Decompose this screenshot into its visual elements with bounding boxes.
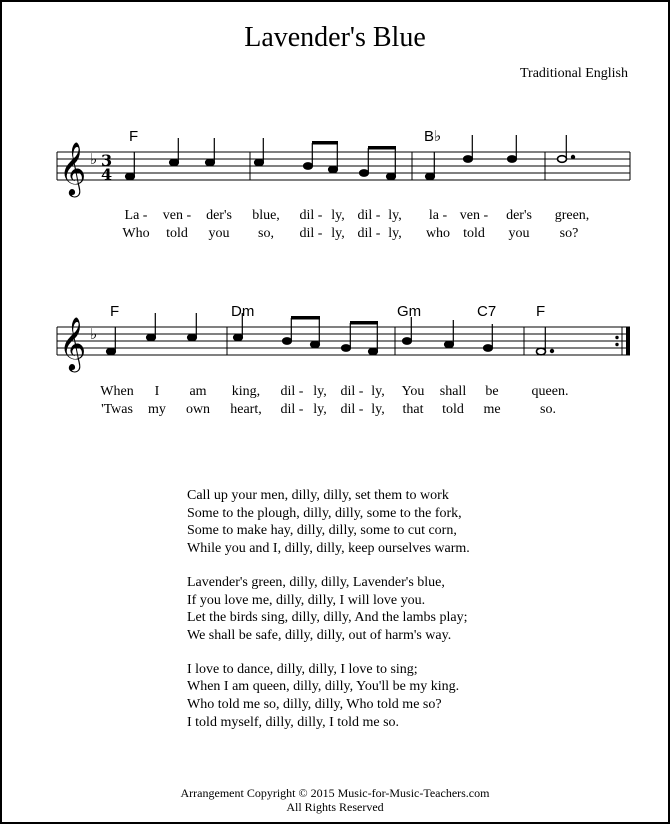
lyric-syllable: dil - [340, 402, 364, 417]
staff-system-1 [2, 122, 668, 252]
lyric-syllable: La - [124, 208, 148, 223]
lyric-syllable: ven - [459, 208, 489, 223]
lyric-syllable: you [208, 226, 230, 241]
lyric-syllable: You [401, 384, 425, 399]
lyric-syllable: ly, [388, 208, 402, 223]
verse-line: I love to dance, dilly, dilly, I love to sing; [187, 661, 418, 677]
lyric-syllable: shall [439, 384, 467, 399]
verse-line: I told myself, dilly, dilly, I told me so. [187, 714, 400, 730]
lyric-syllable: so. [540, 402, 556, 417]
lyric-syllable: me [483, 402, 501, 417]
chord-symbol: B♭ [424, 128, 442, 145]
lyric-syllable: der's [506, 208, 532, 223]
lyric-syllable: ly, [388, 226, 402, 241]
lyric-syllable: ly, [371, 384, 385, 399]
chord-symbol: Gm [397, 303, 422, 320]
lyric-syllable: my [148, 402, 166, 417]
chord-symbol: Dm [231, 303, 255, 320]
lyric-syllable: ly, [313, 402, 327, 417]
lyric-syllable: told [463, 226, 485, 241]
composer-credit: Traditional English [520, 66, 628, 81]
verse-line: Let the birds sing, dilly, dilly, And the lambs play; [187, 610, 468, 626]
verse-line: If you love me, dilly, dilly, I will love you. [187, 592, 426, 608]
chord-symbol: C7 [477, 303, 497, 320]
lyric-syllable: dil - [299, 208, 323, 223]
chord-symbol: F [129, 128, 139, 145]
song-title: Lavender's Blue [244, 22, 426, 53]
verse-line: Call up your men, dilly, dilly, set them to work [187, 488, 449, 503]
lyric-syllable: so, [258, 226, 274, 241]
treble-clef-icon: 𝄞 [59, 141, 87, 195]
copyright-line: Arrangement Copyright © 2015 Music-for-Music-Teachers.com [180, 786, 490, 800]
staff-system-2 [2, 297, 668, 427]
lyric-syllable: ly, [371, 402, 385, 417]
verse-line: We shall be safe, dilly, dilly, out of harm's way. [187, 627, 452, 643]
lyric-syllable: la - [428, 208, 448, 223]
verse-line: Lavender's green, dilly, dilly, Lavender's blue, [187, 574, 445, 590]
lyric-syllable: am [189, 384, 207, 399]
rights-line: All Rights Reserved [286, 800, 384, 814]
lyric-syllable: who [425, 226, 451, 241]
verse-line: While you and I, dilly, dilly, keep ourselves warm. [187, 541, 470, 557]
lyric-syllable: I [154, 384, 160, 399]
lyric-syllable: dil - [357, 208, 381, 223]
lyric-syllable: green, [554, 208, 590, 223]
lyric-syllable: told [442, 402, 464, 417]
verse-line: Some to the plough, dilly, dilly, some to the fork, [187, 505, 462, 521]
repeat-dot [615, 336, 618, 339]
key-flat-icon: ♭ [90, 325, 98, 343]
lyric-syllable: dil - [280, 384, 304, 399]
verse-block [187, 574, 470, 645]
lyric-syllable: own [185, 402, 211, 417]
repeat-dot [615, 343, 618, 346]
time-sig-bottom: 4 [101, 165, 113, 184]
lyric-syllable: der's [206, 208, 232, 223]
chord-symbol: F [536, 303, 546, 320]
lyric-syllable: that [402, 402, 424, 417]
verse-block [187, 487, 470, 558]
lyric-syllable: dil - [357, 226, 381, 241]
lyric-syllable: so? [559, 226, 579, 241]
lyric-syllable: ly, [331, 208, 345, 223]
verse-line: Who told me so, dilly, dilly, Who told me so? [187, 697, 442, 713]
lyric-syllable: told [166, 226, 188, 241]
lyric-syllable: dil - [280, 402, 304, 417]
lyric-syllable: be [485, 384, 499, 399]
verse-line: When I am queen, dilly, dilly, You'll be my king. [187, 679, 460, 695]
chord-symbol: F [110, 303, 120, 320]
lyric-syllable: 'Twas [101, 402, 133, 417]
key-flat-icon: ♭ [90, 150, 98, 168]
lyric-syllable: dil - [299, 226, 323, 241]
lyric-syllable: ly, [331, 226, 345, 241]
treble-clef-icon: 𝄞 [59, 316, 87, 370]
lyric-syllable: you [508, 226, 530, 241]
verse-line: Some to make hay, dilly, dilly, some to cut corn, [187, 523, 457, 539]
lyric-syllable: Who [122, 226, 150, 241]
lyric-syllable: blue, [252, 208, 280, 223]
lyric-syllable: king, [231, 384, 261, 399]
lyric-syllable: When [100, 384, 134, 399]
additional-verses [187, 487, 470, 747]
lyric-syllable: dil - [340, 384, 364, 399]
lyric-syllable: ly, [313, 384, 327, 399]
final-barline-thick [626, 327, 630, 356]
time-sig-top: 3 [101, 151, 113, 170]
verse-block [187, 661, 470, 732]
lyric-syllable: ven - [162, 208, 192, 223]
copyright-footer [2, 786, 668, 814]
lyric-syllable: heart, [230, 402, 262, 417]
lyric-syllable: queen. [531, 384, 569, 399]
